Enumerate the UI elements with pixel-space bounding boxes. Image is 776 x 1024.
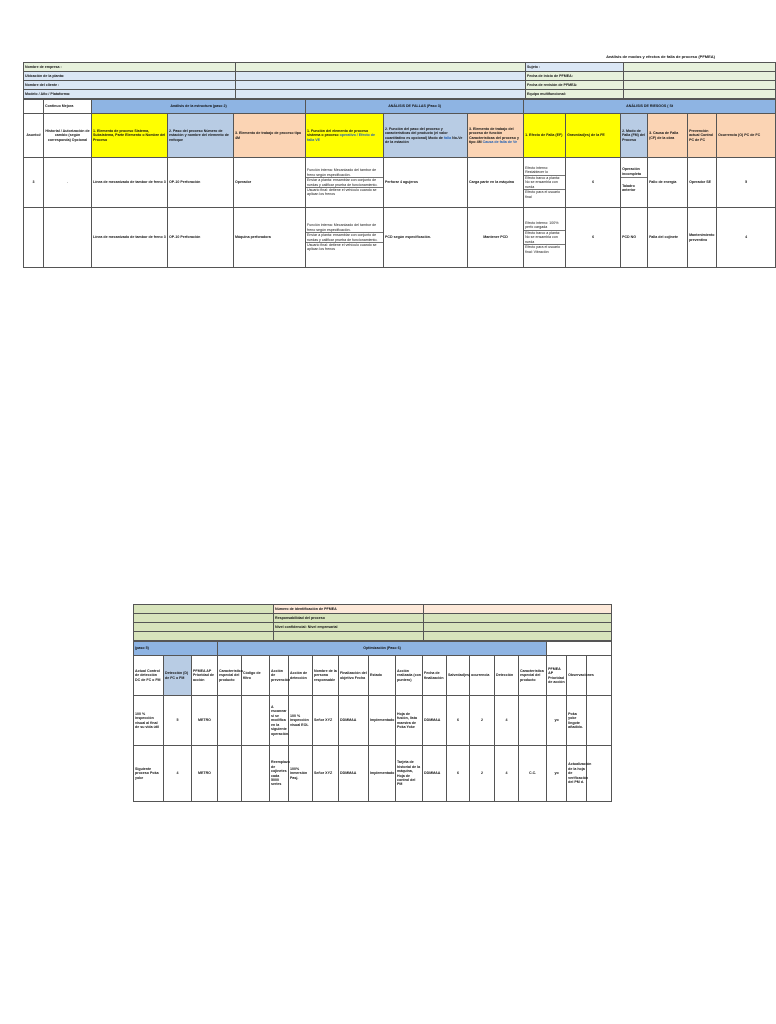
work-function-cell[interactable]: Mantener PCD	[468, 208, 524, 268]
issue-cell[interactable]	[24, 208, 44, 268]
cell[interactable]: A escanear si se modifica en la siguiente operación.	[270, 696, 289, 746]
cell[interactable]	[519, 696, 547, 746]
col-header-target-date: Finalización del objetivo Fecha	[339, 656, 369, 696]
cell[interactable]	[242, 746, 270, 802]
cell[interactable]: Implementado	[369, 696, 396, 746]
function-item: Enviar a planta: ensamblar con conjunto de ruedas y calificar prueba de funcionamiento.	[306, 178, 383, 188]
process-item-cell[interactable]: Línea de mecanizado de tambor de freno 3	[92, 158, 168, 208]
cell[interactable]: C.C.	[519, 746, 547, 802]
cell[interactable]: 6	[447, 746, 470, 802]
failure-mode-cell[interactable]: PCD NG	[621, 208, 648, 268]
blank-cell	[587, 696, 612, 746]
header-label: Sujeto :	[526, 63, 624, 72]
header-label: Equipo multifuncional:	[526, 90, 624, 99]
severity-cell[interactable]: 6	[566, 158, 621, 208]
effect-item: Efecto interno: 100% perfo cargada	[524, 221, 565, 231]
col-header-detection: Detección (D) de FC o FM	[164, 656, 192, 696]
col-header-function-step-sub: falla	[443, 135, 452, 140]
sheet2-header-value[interactable]	[424, 623, 612, 632]
function-item: Función interna: Mecanizado del tambor de freno según especificación.	[306, 223, 383, 233]
header-label: Nombre de empresa :	[24, 63, 236, 72]
history-cell[interactable]	[44, 208, 92, 268]
col-header-filter-code: Código de filtro	[242, 656, 270, 696]
prevention-cell[interactable]	[688, 158, 717, 208]
process-step-cell[interactable]: OP-10 Perforación	[168, 208, 234, 268]
header-value-cell[interactable]	[624, 81, 776, 90]
col-header-action-priority-2: PFMEA AP Prioridad de acción	[547, 656, 567, 696]
col-header-prevention: Prevención actual Control PC de FC	[688, 114, 717, 158]
sheet-title-row	[23, 54, 775, 62]
table-row	[24, 158, 776, 208]
col-header-function-item-text: 1. Función del elemento de proceso sistema o proceso	[307, 128, 369, 138]
col-header-failure-effect: 1. Efecto de Falla (EF)	[524, 114, 566, 158]
prevention-extra: SE	[706, 180, 712, 185]
function-item: Usuario final: detiene el vehículo cuando se aplican los frenos	[307, 242, 377, 252]
cell[interactable]: 100% inmersión Pasj.	[289, 746, 313, 802]
header-info-table	[23, 62, 776, 99]
sheet2-header-label: Número de identificación de PFMEA	[274, 605, 424, 614]
severity-cell[interactable]: 6	[566, 208, 621, 268]
cell[interactable]: Señor XYZ	[313, 696, 339, 746]
cell[interactable]: Tarjeta de historial de la máquina, Hoja de control del PM	[396, 746, 423, 802]
cell[interactable]: Actualización de la hoja de verificación del PM d.	[567, 746, 587, 802]
col-header-function-step-text: 2. Función del paso del proceso y características del producto (el valor cuantitativo es opcional) Modo de	[385, 126, 448, 140]
pfmea-sheet-bottom	[133, 604, 611, 802]
work-element-cell[interactable]: Operador	[234, 158, 306, 208]
occurrence-cell[interactable]: 5	[717, 158, 776, 208]
effect-item: Efecto barco a planta: No se ensambla con rueda	[524, 231, 565, 245]
cell[interactable]: DDMMAA	[423, 696, 447, 746]
cell[interactable]: Siguiente proceso Poka yoke	[134, 746, 164, 802]
cell[interactable]: DDMMAA	[423, 746, 447, 802]
col-header-function-step	[384, 114, 468, 158]
sheet2-header-table	[133, 604, 612, 641]
process-item-cell[interactable]: Línea de mecanizado de tambor de freno 3	[92, 208, 168, 268]
cell[interactable]: Señor XYZ	[313, 746, 339, 802]
blank-cell	[24, 100, 44, 114]
col-header-action-priority: PFMEA AP Prioridad de acción	[192, 656, 218, 696]
blank-cell	[547, 642, 612, 656]
pfmea-main-table	[23, 99, 776, 268]
cell[interactable]: 100 % inspección visual al final de su vida útil	[134, 696, 164, 746]
history-cell[interactable]: -	[44, 158, 92, 208]
col-header-function-step-sub2: No-Ve de la estación	[385, 135, 463, 144]
function-section-header: ANÁLISIS DE FALLAS (Paso 3)	[306, 100, 524, 114]
table-row	[24, 208, 776, 268]
cell[interactable]: yo	[547, 696, 567, 746]
header-value-cell[interactable]	[236, 63, 526, 72]
sheet2-main-table	[133, 641, 612, 802]
optimization-section-header: Optimización (Paso 6)	[218, 642, 547, 656]
blank-cell	[134, 632, 274, 641]
prevention-text: Operador	[689, 180, 706, 185]
continuous-improvement-label: Continuo Mejora	[44, 100, 92, 114]
cell[interactable]: Hoja de fusión, lista maestra de Poka Yoke	[396, 696, 423, 746]
header-value-cell[interactable]	[236, 90, 526, 99]
col-header-function-item	[306, 114, 384, 158]
risk-section-header: ANÁLISIS DE RIESGOS ( St	[524, 100, 776, 114]
cell[interactable]	[218, 696, 242, 746]
failure-mode-cell[interactable]	[621, 158, 648, 208]
issue-cell[interactable]: 3	[24, 158, 44, 208]
cell[interactable]: 2	[470, 746, 495, 802]
col-header-occurrence: ocurrencia	[470, 656, 495, 696]
col-header-work-function	[468, 114, 524, 158]
col-header-work-element: 3. Elemento de trabajo de proceso tipo 4M	[234, 114, 306, 158]
cell[interactable]: 100 % inspección visual EOL	[289, 696, 313, 746]
sheet2-header-value[interactable]	[424, 605, 612, 614]
effects-list-cell[interactable]	[524, 158, 566, 208]
cell[interactable]: METRO	[192, 696, 218, 746]
header-label: Fecha de revisión de PFMEA:	[526, 81, 624, 90]
failure-mode-extra: Operación incompleta	[621, 166, 647, 178]
col-header-process-item: 1. Elemento de proceso Sistema, Subsistema, Parte Elemento o Nombre del Proceso	[92, 114, 168, 158]
failure-mode-text: Taladro anterior	[622, 184, 636, 193]
cell[interactable]: yo	[547, 746, 567, 802]
col-header-failure-mode: 2. Modo de Falla (FM) del Proceso	[621, 114, 648, 158]
cell[interactable]: 6	[447, 696, 470, 746]
cell[interactable]: Reemplazo de cojinetes cada 5000 series	[270, 746, 289, 802]
col-header-history: Historial / Autorización de cambio (según corresponda) Opcional	[44, 114, 92, 158]
blank-cell	[424, 632, 612, 641]
sheet2-header-label: Nivel confidencial: Nivel empresarial	[274, 623, 424, 632]
header-value-cell[interactable]	[624, 90, 776, 99]
prevention-cell[interactable]: Mantenimiento preventivo	[688, 208, 717, 268]
blank-cell	[134, 623, 274, 632]
step-function-cell[interactable]: PCD según especificación.	[384, 208, 468, 268]
col-header-failure-cause: 3. Causa de Falla (CF) de la obra	[648, 114, 688, 158]
col-header-issue: Asunto#	[24, 114, 44, 158]
effect-item: Efecto para el usuario final: Vibración	[525, 245, 561, 254]
header-label: Nombre del cliente :	[24, 81, 236, 90]
cell[interactable]: 5	[164, 696, 192, 746]
col-header-prevention-action: Acción de prevención	[270, 656, 289, 696]
occurrence-cell[interactable]: 4	[717, 208, 776, 268]
col-header-remarks: Observaciones	[567, 656, 587, 696]
function-item: Función interna: Mecanizado del tambor de freno según especificación.	[306, 168, 383, 178]
header-value-cell[interactable]	[236, 72, 526, 81]
failure-cause-cell[interactable]: Falla del cojinete	[648, 208, 688, 268]
blank-cell	[134, 605, 274, 614]
col-header-special-characteristic: Característica especial del producto	[218, 656, 242, 696]
cell[interactable]: Implementado	[369, 746, 396, 802]
col-header-completion-date: Fecha de finalización	[423, 656, 447, 696]
process-step-cell[interactable]: OP-10 Perforación	[168, 158, 234, 208]
col-header-severity: Gravedad(es) de la FE	[566, 114, 621, 158]
pfmea-sheet-top	[23, 54, 775, 268]
table-row	[134, 696, 612, 746]
header-value-cell[interactable]	[236, 81, 526, 90]
col-header-detection-control: Actual Control de detección DC de FC o FM	[134, 656, 164, 696]
cell[interactable]: METRO	[192, 746, 218, 802]
step-function-cell[interactable]: Perforar 4 agujeros	[384, 158, 468, 208]
col-header-detection-2: Detección	[495, 656, 519, 696]
work-function-cell[interactable]: Carga parte en la máquina	[468, 158, 524, 208]
function-list-cell[interactable]	[306, 158, 384, 208]
function-list-cell[interactable]	[306, 208, 384, 268]
sheet2-header-label: Responsabilidad del proceso	[274, 614, 424, 623]
col-header-occurrence: Ocurrencia (O) PC de FC	[717, 114, 776, 158]
cell[interactable]: DDMMAA	[339, 696, 369, 746]
function-item: Usuario final: detiene el vehículo cuando se aplican los frenos	[307, 187, 377, 197]
header-label: Ubicación de la planta:	[24, 72, 236, 81]
col-header-responsible: Nombre de la persona responsable	[313, 656, 339, 696]
header-label: Modelo / Año / Plataforma:	[24, 90, 236, 99]
blank-cell	[274, 632, 424, 641]
cell[interactable]: DDMMAA	[339, 746, 369, 802]
col-header-severity: Salvedad(es)	[447, 656, 470, 696]
cell[interactable]: 4	[495, 696, 519, 746]
col-header-special-char-2: Característica especial del producto	[519, 656, 547, 696]
col-header-function-item-sub: operativo / Efecto de falla VE	[307, 133, 375, 142]
blank-cell	[134, 614, 274, 623]
cell[interactable]: 2	[470, 696, 495, 746]
col-header-process-step: 2. Paso del proceso Número de estación y nombre del elemento de enfoque	[168, 114, 234, 158]
header-value-cell[interactable]	[624, 72, 776, 81]
table-row	[134, 746, 612, 802]
cell[interactable]: 4	[495, 746, 519, 802]
cell[interactable]: Poka yoke lingote añadido.	[567, 696, 587, 746]
col-header-detection-action: Acción de detección	[289, 656, 313, 696]
failure-cause-cell[interactable]: Fallo de energía	[648, 158, 688, 208]
effect-item: Efecto barco a planta: No se ensambla con rueda	[524, 176, 565, 190]
effects-list-cell[interactable]	[524, 208, 566, 268]
effect-item: Efecto interno: Restablecer lo	[524, 166, 565, 176]
header-label: Fecha de inicio de PFMEA:	[526, 72, 624, 81]
col-header-work-function-sub: Causa de falla de Ve	[482, 139, 518, 144]
effect-item: Efecto para el usuario final	[525, 190, 561, 199]
sheet2-header-value[interactable]	[424, 614, 612, 623]
sheet-title: Análisis de modos y efectos de falla de proceso (PFMEA)	[606, 54, 715, 59]
col-header-action-taken: Acción realizada (con puntero)	[396, 656, 423, 696]
col-header-work-function-text: 3. Elemento de trabajo del proceso de función Características del proceso y tipo 4M	[469, 126, 519, 144]
cell[interactable]	[242, 696, 270, 746]
col-header-status: Estado	[369, 656, 396, 696]
blank-cell	[587, 746, 612, 802]
structure-section-header: Análisis de la estructura (paso 2)	[92, 100, 306, 114]
function-item: Enviar a planta: ensamblar con conjunto de ruedas y calificar prueba de funcionamiento.	[306, 233, 383, 243]
cell[interactable]	[218, 746, 242, 802]
work-element-cell[interactable]: Máquina perforadora	[234, 208, 306, 268]
detection-section-header: (paso 5)	[134, 642, 218, 656]
cell[interactable]: 4	[164, 746, 192, 802]
header-value-cell[interactable]	[624, 63, 776, 72]
